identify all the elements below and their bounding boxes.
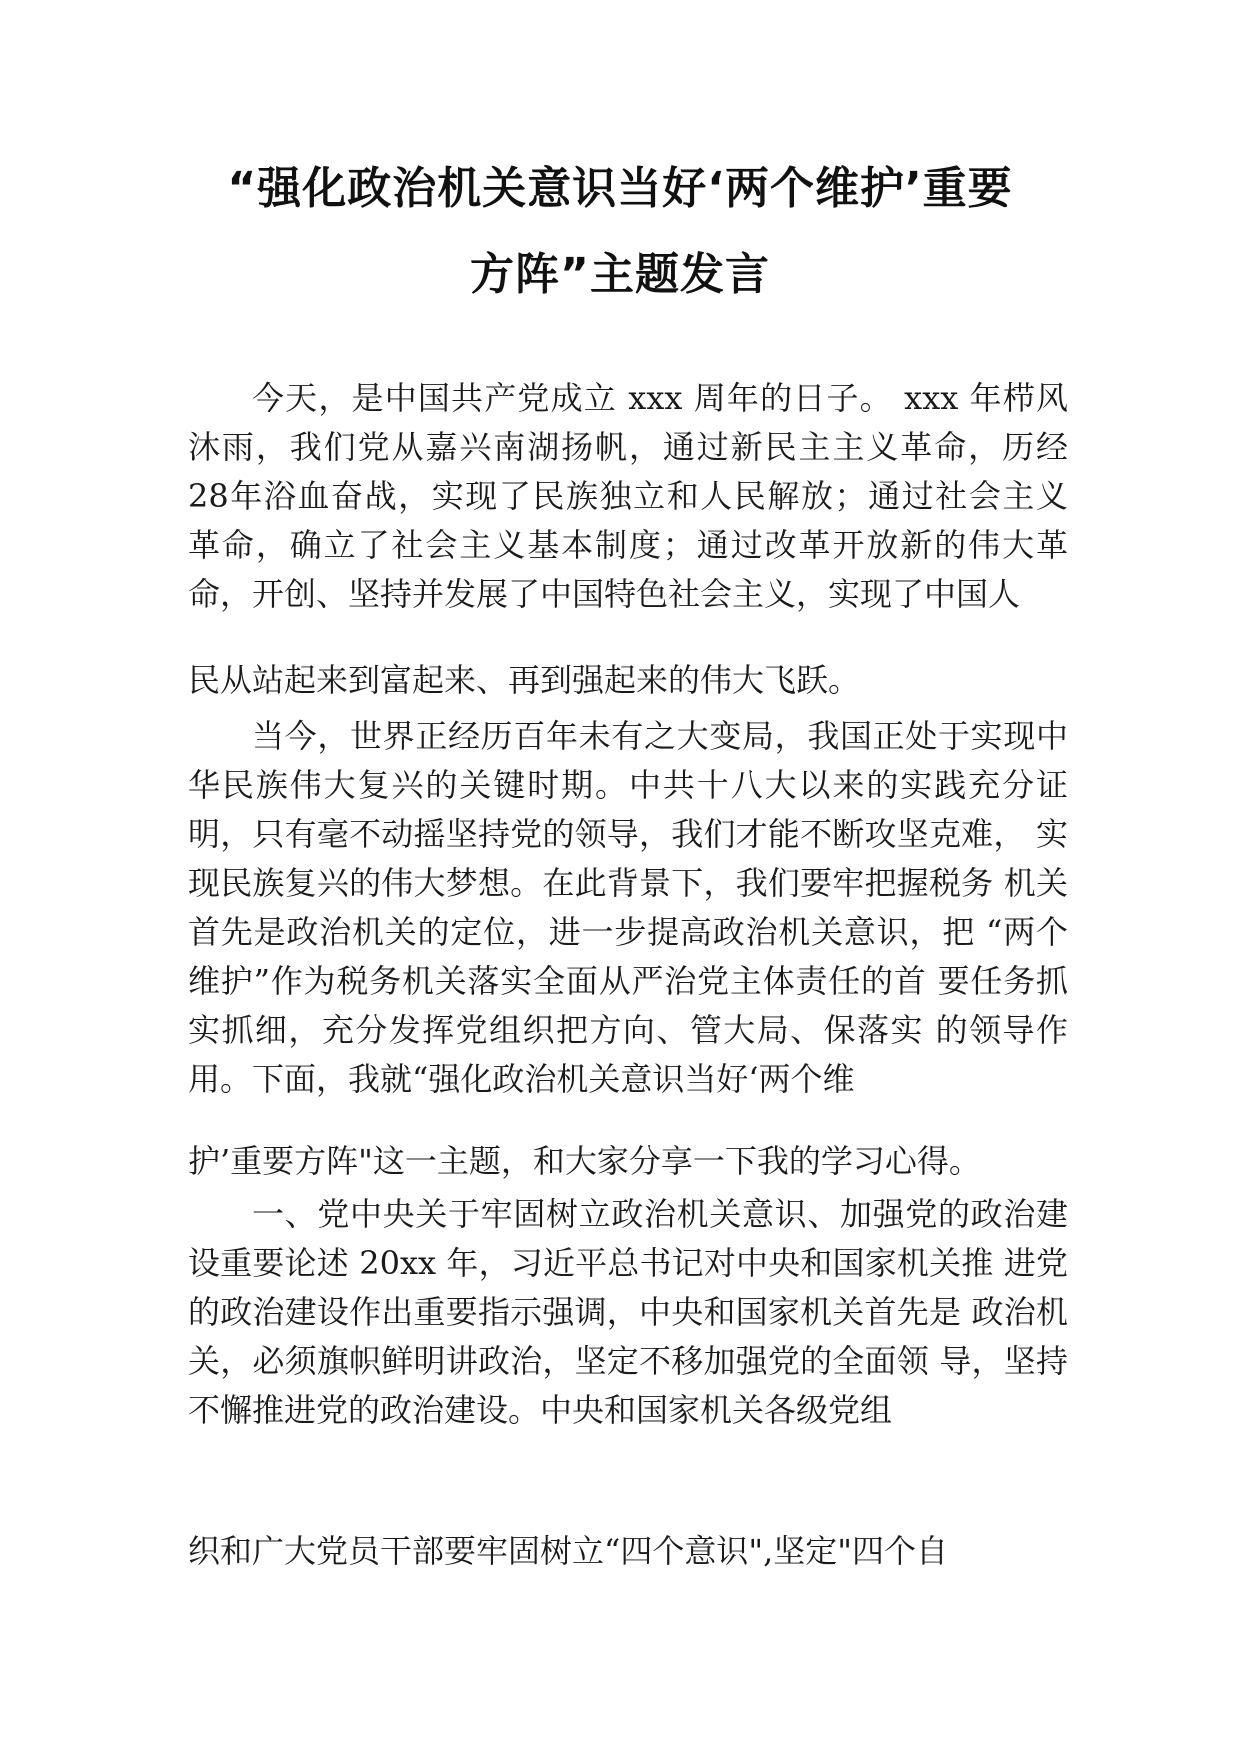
paragraph-2-continuation: 护’重要方阵"这一主题，和大家分享一下我的学习心得。 (188, 1142, 981, 1180)
paragraph-2: 当今，世界正经历百年未有之大变局，我国正处于实现中华民族伟大复兴的关键时期。中共十八大以来的实践充分证明，只有毫不动摇坚持党的领导，我们才能不断攻坚克难， 实现民族复兴的伟大梦想。在此背景下，我们要牢把握税务 机关首先是政治机关的定位，进一步提高政治机关意识，把 “两个维护”作为税务机关落实全面从严治党主体责任的首 要任务抓实抓细，充分发挥党组织把方向、管大局、保落实 的领导作用。下面，我就“强化政治机关意识当好‘两个维 (188, 717, 1068, 1098)
section-1-paragraph: 一、党中央关于牢固树立政治机关意识、加强党的政治建设重要论述 20xx 年，习近平总书记对中央和国家机关推 进党的政治建设作出重要指示强调，中央和国家机关首先是 政治机关，必须旗帜鲜明讲政治，坚定不移加强党的全面领 导，坚持不懈推进党的政治建设。中央和国家机关各级党组 (188, 1195, 1068, 1429)
document-title-line-2: 方阵”主题发言 (470, 249, 770, 300)
paragraph-1: 今天，是中国共产党成立 xxx 周年的日子。 xxx 年栉风 沐雨，我们党从嘉兴南湖扬帆，通过新民主主义革命，历经 28年浴血奋战，实现了民族独立和人民解放；通过社会主义 革命，确立了社会主义基本制度；通过改革开放新的伟大革 命，开创、坚持并发展了中国特色社会主义，实现了中国人 (188, 379, 1068, 613)
section-1-continuation: 织和广大党员干部要牢固树立“四个意识",坚定"四个自 (188, 1532, 948, 1570)
paragraph-1-continuation: 民从站起来到富起来、再到强起来的伟大飞跃。 (188, 661, 861, 699)
document-title-line-1: “强化政治机关意识当好‘两个维护’重要 (227, 163, 1013, 214)
